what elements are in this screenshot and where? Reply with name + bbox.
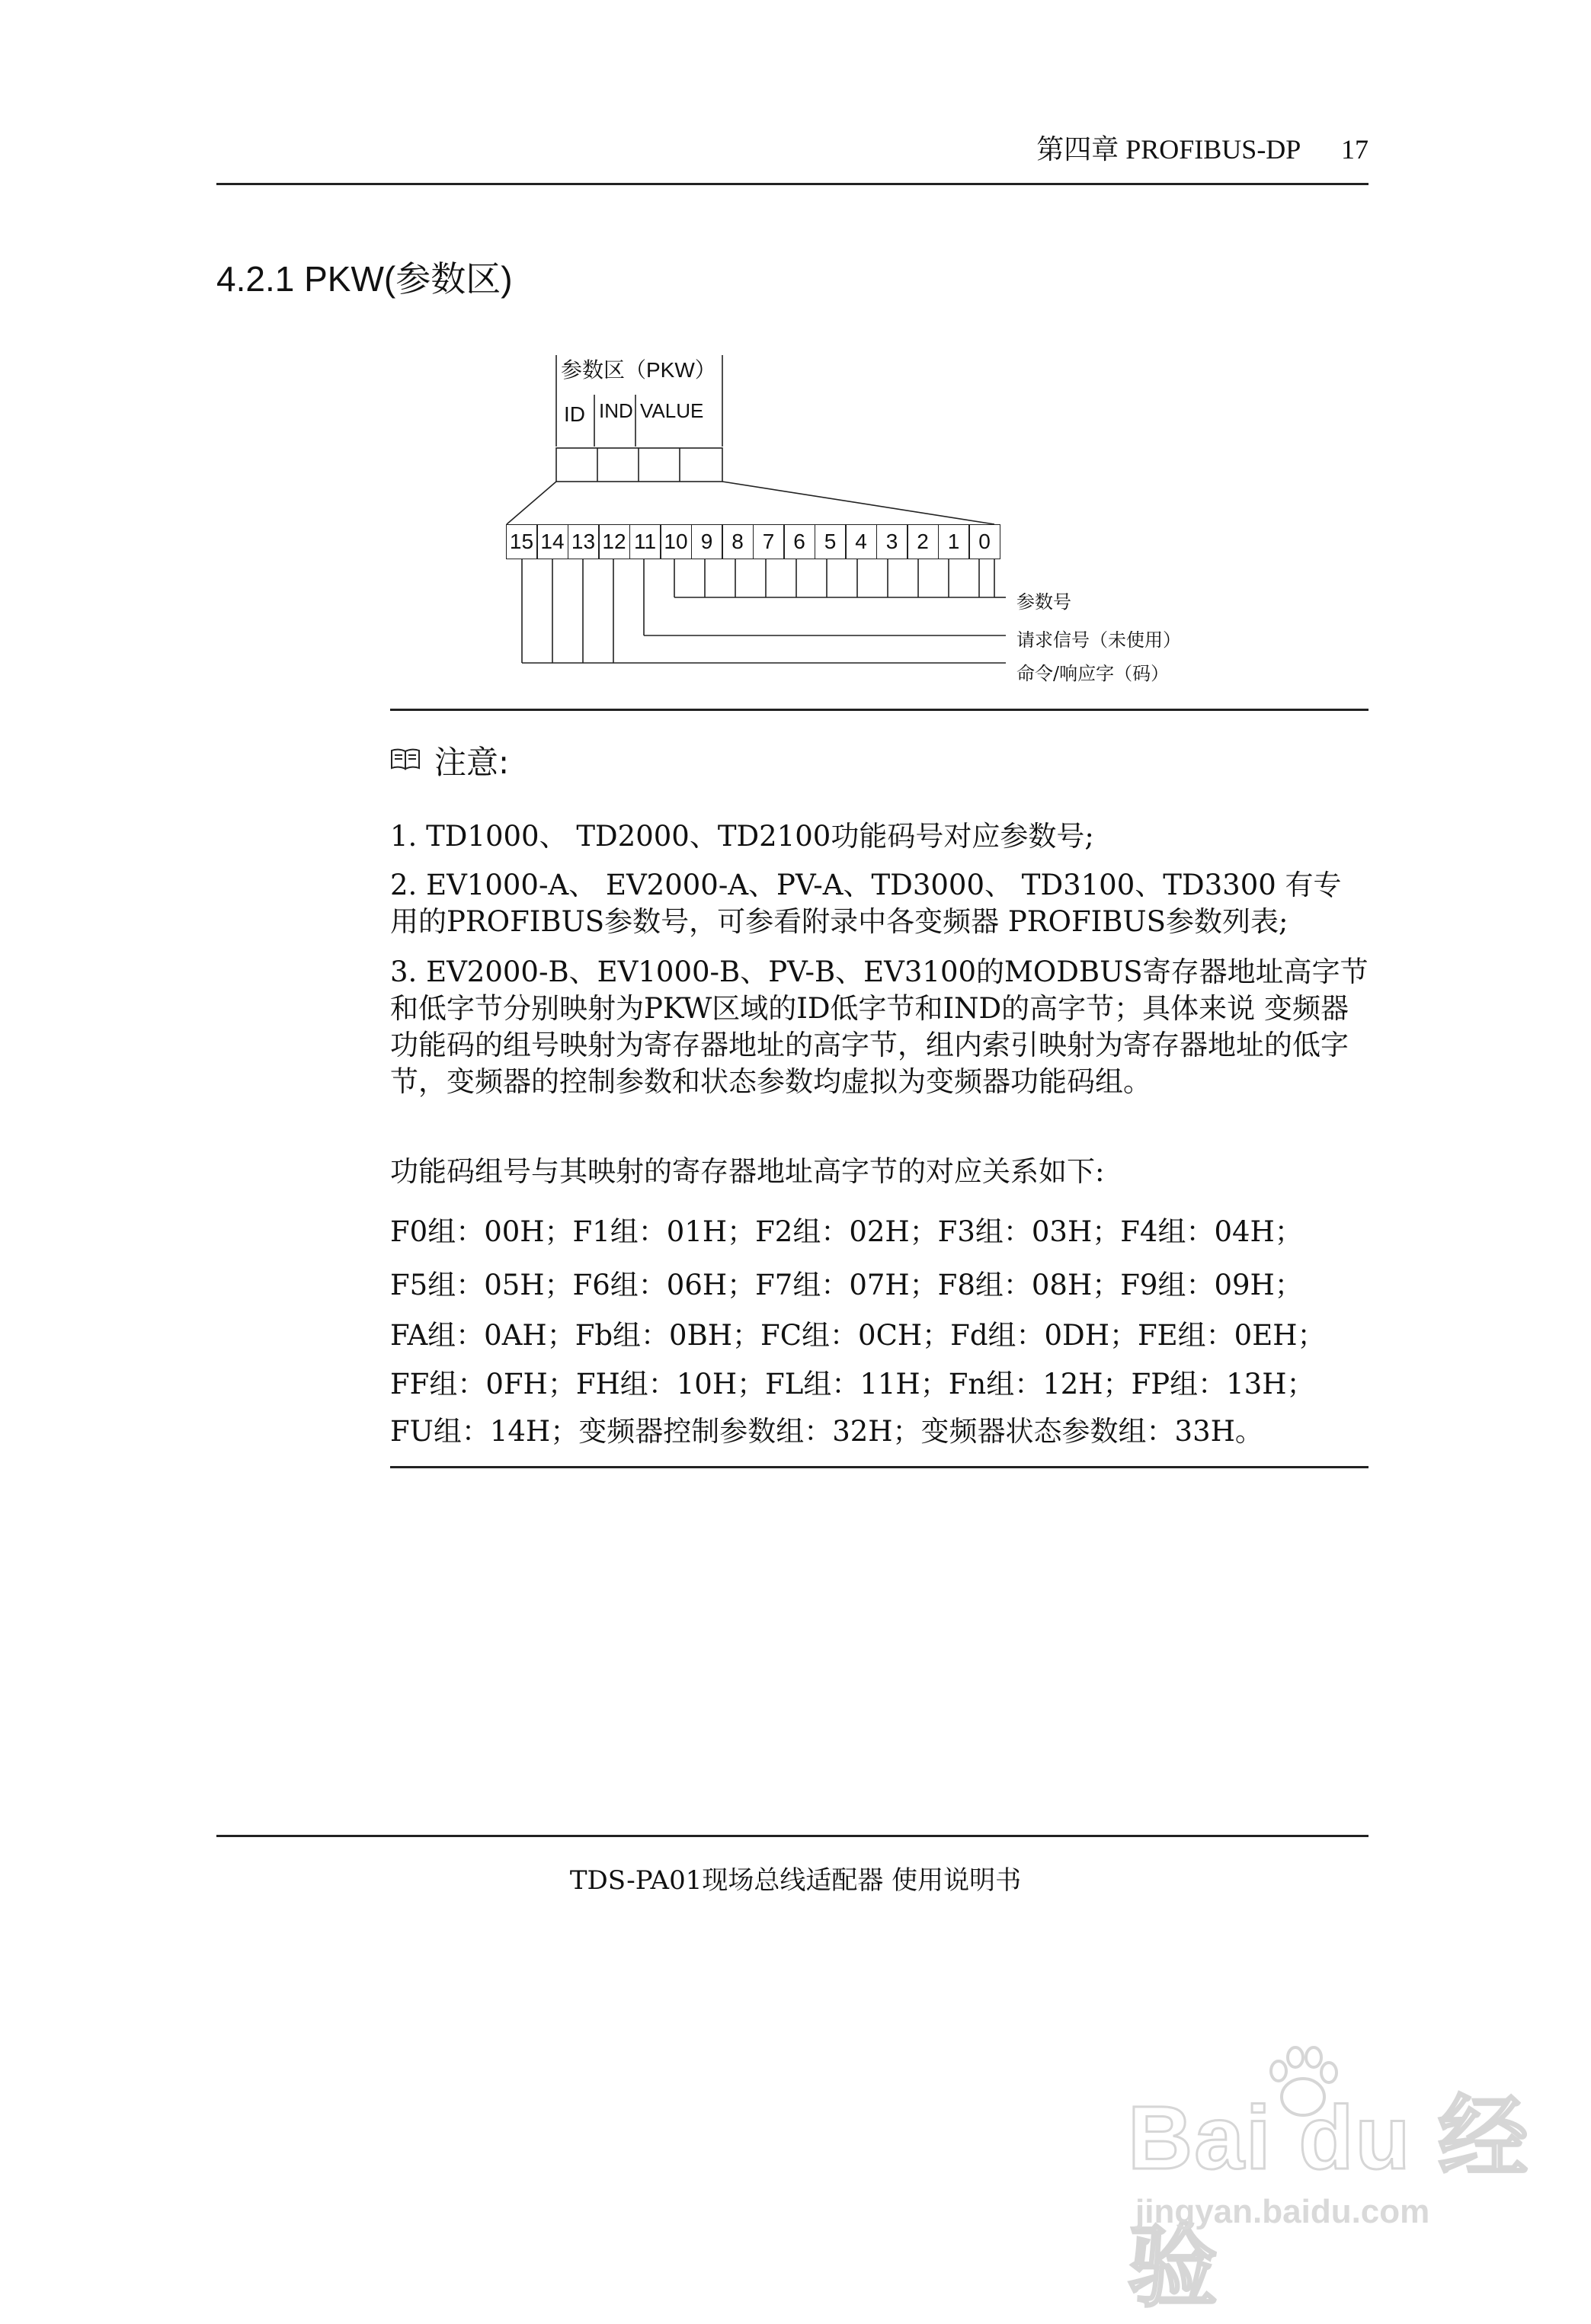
mapping-line: FF组：0FH；FH组：10H；FL组：11H；Fn组：12H；FP组：13H； — [390, 1368, 1315, 1400]
bit-cell: 1 — [938, 524, 970, 559]
running-header — [1036, 128, 1369, 167]
bit-cell: 0 — [968, 524, 1000, 559]
callout-request-signal: 请求信号（未使用） — [1016, 629, 1181, 651]
note-top-rule — [390, 709, 1369, 711]
mapping-line: F0组：00H；F1组：01H；F2组：02H；F3组：03H；F4组：04H； — [390, 1215, 1303, 1248]
bit-cell: 11 — [629, 524, 661, 559]
bit-cell: 4 — [845, 524, 877, 559]
watermark-logo: Bai du 经验 — [1128, 2088, 1530, 2318]
page-number: 17 — [1341, 134, 1369, 165]
callout-parameter-number: 参数号 — [1016, 591, 1071, 613]
bit-cell: 2 — [907, 524, 939, 559]
bit-cell: 5 — [815, 524, 847, 559]
note-item-1: 1. TD1000、 TD2000、TD2100功能码号对应参数号; — [390, 820, 1094, 853]
mapping-line: F5组：05H；F6组：06H；F7组：07H；F8组：08H；F9组：09H； — [390, 1269, 1303, 1301]
book-icon — [390, 747, 421, 774]
mapping-intro: 功能码组号与其映射的寄存器地址高字节的对应关系如下: — [390, 1155, 1105, 1188]
section-title: 4.2.1 PKW(参数区) — [216, 259, 513, 299]
bit-cell: 7 — [753, 524, 785, 559]
footer-rule — [216, 1835, 1369, 1837]
bit-cell: 14 — [536, 524, 568, 559]
bit-cell: 9 — [691, 524, 723, 559]
footer-text: TDS-PA01现场总线适配器 使用说明书 — [569, 1865, 1022, 1896]
mapping-line: FA组：0AH；Fb组：0BH；FC组：0CH；Fd组：0DH；FE组：0EH； — [390, 1319, 1326, 1352]
field-id-label: ID — [564, 402, 585, 426]
parameter-area-label: 参数区（PKW） — [561, 358, 716, 382]
bit-cell: 13 — [568, 524, 600, 559]
watermark-url: jingyan.baidu.com — [1135, 2193, 1430, 2230]
note-bottom-rule — [390, 1466, 1369, 1468]
note-header — [390, 738, 509, 783]
bit-cell: 10 — [660, 524, 692, 559]
note-item-2: 2. EV1000-A、 EV2000-A、PV-A、TD3000、 TD3100、TD3300 有专用的PROFIBUS参数号，可参看附录中各变频器 PROFIBUS参数列表; — [390, 869, 1342, 938]
baidu-jingyan-watermark — [1128, 2057, 1539, 2318]
note-item-3: 3. EV2000-B、EV1000-B、PV-B、EV3100的MODBUS寄存器地址高字节和低字节分别映射为PKW区域的ID低字节和IND的高字节；具体来说 变频器功能码的组号映射为寄存器地址的高字节，组内索引映射为寄存器地址的低字节，变频器的控制参数和状态参数均虚拟为变频器功能码组。 — [390, 956, 1369, 1098]
header-rule — [216, 183, 1369, 185]
field-ind-label: IND — [599, 399, 633, 422]
note-title: 注意: — [434, 744, 510, 781]
field-value-label: VALUE — [640, 399, 704, 422]
bit-cell: 12 — [598, 524, 630, 559]
chapter-title: 第四章 PROFIBUS-DP — [1036, 134, 1300, 165]
callout-command-response: 命令/响应字（码） — [1016, 663, 1170, 684]
bit-cell: 15 — [506, 524, 538, 559]
pkw-diagram — [488, 343, 1250, 693]
bit-cell: 3 — [876, 524, 908, 559]
bit-cell: 6 — [783, 524, 815, 559]
bit-row — [507, 524, 1000, 559]
mapping-line: FU组：14H；变频器控制参数组：32H；变频器状态参数组：33H。 — [390, 1415, 1263, 1448]
bit-cell: 8 — [722, 524, 754, 559]
